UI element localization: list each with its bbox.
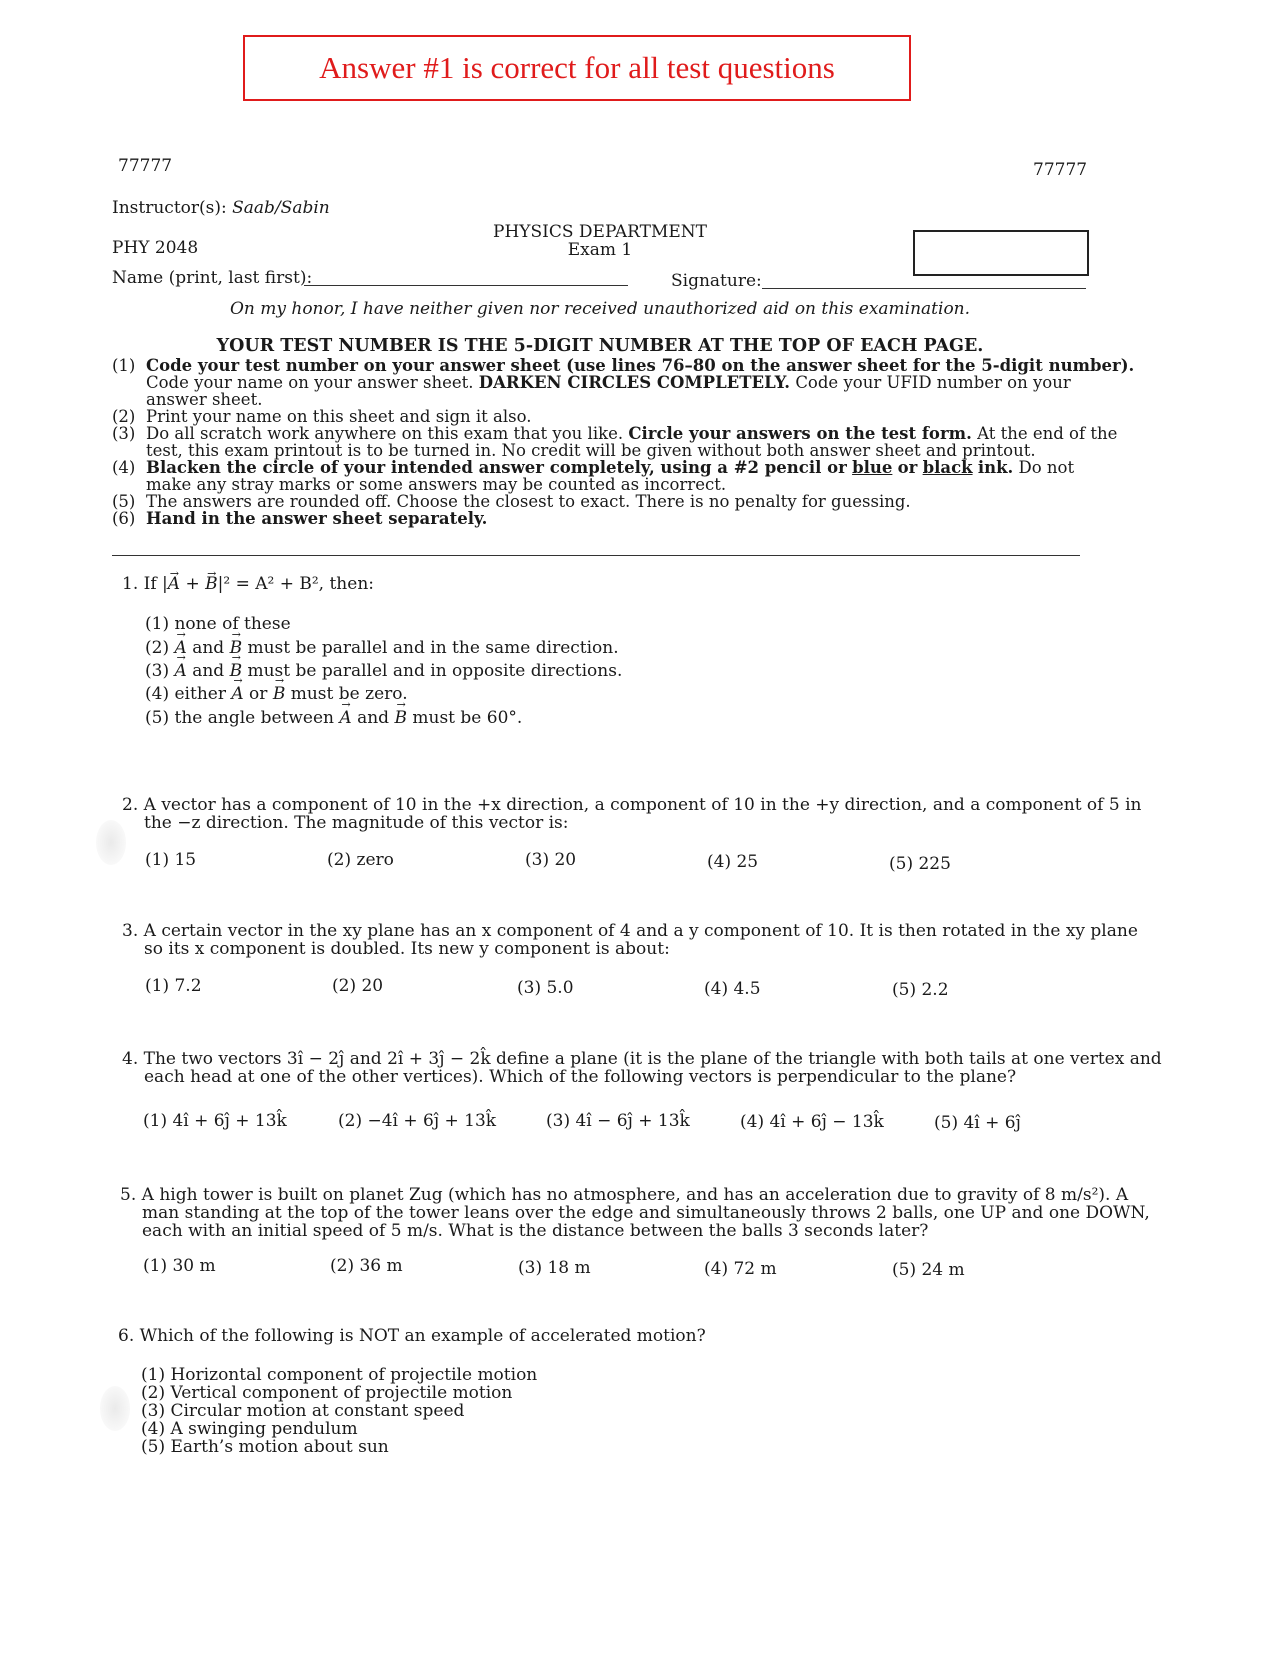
q3-option-3[interactable]: (3) 5.0 xyxy=(517,978,574,998)
answer-banner xyxy=(243,35,911,101)
q6-options xyxy=(141,1366,537,1456)
instructor-label: Instructor(s): xyxy=(112,198,227,218)
instruction-item-cont: test, this exam printout is to be turned in. No credit will be given without both answer sheet and printout. xyxy=(146,441,1036,460)
q5-option-5[interactable]: (5) 24 m xyxy=(892,1260,965,1280)
q1-option-3[interactable]: (3) → A and → B must be parallel and in opposite directions. xyxy=(145,661,622,681)
department-title: PHYSICS DEPARTMENT xyxy=(493,222,707,242)
q2-option-2[interactable]: (2) zero xyxy=(327,850,394,870)
instruction-item: (1) Code your test number on your answer sheet (use lines 76–80 on the answer sheet for the 5-digit number). xyxy=(112,356,1135,375)
q3-option-2[interactable]: (2) 20 xyxy=(332,976,384,996)
honor-statement: On my honor, I have neither given nor received unauthorized aid on this examination. xyxy=(229,299,971,319)
test-code-box[interactable] xyxy=(913,230,1089,276)
banner-text: Answer #1 is correct for all test questions xyxy=(319,50,835,85)
question-2: 2. A vector has a component of 10 in the +x direction, a component of 10 in the +y direction, and a component of 5 in the −z direction. The magnitude of this vector is: xyxy=(122,795,1142,833)
instructions-list xyxy=(112,357,1192,527)
q6-option-3[interactable]: (3) Circular motion at constant speed xyxy=(141,1401,465,1421)
instruction-item-cont: Code your name on your answer sheet. DARKEN CIRCLES COMPLETELY. Code your UFID number on your xyxy=(146,373,1071,392)
q5-option-3[interactable]: (3) 18 m xyxy=(518,1258,591,1278)
instruction-item-cont: make any stray marks or some answers may be counted as incorrect. xyxy=(146,475,727,494)
exam-title: Exam 1 xyxy=(567,240,633,260)
q5-option-4[interactable]: (4) 72 m xyxy=(704,1259,777,1279)
test-number-right: 77777 xyxy=(1033,160,1088,180)
q1-option-5[interactable]: (5) the angle between → A and → B must be 60°. xyxy=(145,708,522,728)
name-label: Name (print, last first): xyxy=(112,268,313,288)
course-code: PHY 2048 xyxy=(112,238,199,258)
q4-option-5[interactable]: (5) 4î + 6ĵ xyxy=(934,1113,1021,1133)
question-5: 5. A high tower is built on planet Zug (which has no atmosphere, and has an acceleration due to gravity of 8 m/s²). A man standing at the top of the tower leans over the edge and simultaneously throws 2 balls, one UP and one DOWN, each with an initial speed of 5 m/s. What is the distance between the balls 3 seconds later? xyxy=(120,1185,1150,1241)
q4-option-2[interactable]: (2) −4î + 6ĵ + 13k̂ xyxy=(338,1111,497,1131)
instructions-heading: YOUR TEST NUMBER IS THE 5-DIGIT NUMBER AT THE TOP OF EACH PAGE. xyxy=(216,336,984,356)
q2-option-3[interactable]: (3) 20 xyxy=(525,850,577,870)
instructor-names: Saab/Sabin xyxy=(232,198,330,218)
question-3: 3. A certain vector in the xy plane has an x component of 4 and a y component of 10. It is then rotated in the xy plane so its x component is doubled. Its new y component is about: xyxy=(122,921,1138,959)
q4-option-1[interactable]: (1) 4î + 6ĵ + 13k̂ xyxy=(143,1111,287,1131)
question-1: 1. If |→ A + → B|² = A² + B², then: xyxy=(122,575,374,593)
test-number-left: 77777 xyxy=(118,156,173,176)
q1-option-1[interactable]: (1) none of these xyxy=(145,614,291,634)
instruction-item-cont: answer sheet. xyxy=(146,390,263,409)
q6-option-4[interactable]: (4) A swinging pendulum xyxy=(141,1419,358,1439)
q6-option-1[interactable]: (1) Horizontal component of projectile motion xyxy=(141,1365,538,1385)
q4-option-4[interactable]: (4) 4î + 6ĵ − 13k̂ xyxy=(740,1112,884,1132)
scan-smudge xyxy=(100,1386,130,1431)
q4-option-3[interactable]: (3) 4î − 6ĵ + 13k̂ xyxy=(546,1111,690,1131)
q1-option-2[interactable]: (2) → A and → B must be parallel and in the same direction. xyxy=(145,638,619,658)
q6-option-5[interactable]: (5) Earth’s motion about sun xyxy=(141,1437,389,1457)
instruction-item: (3) Do all scratch work anywhere on this exam that you like. Circle your answers on the test form. At the end of the xyxy=(112,424,1118,443)
question-6: 6. Which of the following is NOT an example of accelerated motion? xyxy=(118,1326,706,1346)
instruction-item: (4) Blacken the circle of your intended answer completely, using a #2 pencil or blue or black ink. Do not xyxy=(112,458,1075,477)
q5-option-2[interactable]: (2) 36 m xyxy=(330,1256,403,1276)
q3-option-1[interactable]: (1) 7.2 xyxy=(145,976,202,996)
instruction-item: (2) Print your name on this sheet and sign it also. xyxy=(112,407,532,426)
q3-option-4[interactable]: (4) 4.5 xyxy=(704,979,761,999)
instruction-item: (5) The answers are rounded off. Choose the closest to exact. There is no penalty for guessing. xyxy=(112,492,911,511)
q5-option-1[interactable]: (1) 30 m xyxy=(143,1256,216,1276)
q3-option-5[interactable]: (5) 2.2 xyxy=(892,980,949,1000)
instruction-item: (6) Hand in the answer sheet separately. xyxy=(112,509,488,528)
q2-option-4[interactable]: (4) 25 xyxy=(707,852,759,872)
signature-field[interactable] xyxy=(762,288,1086,289)
name-field[interactable] xyxy=(304,285,628,286)
q6-option-2[interactable]: (2) Vertical component of projectile motion xyxy=(141,1383,513,1403)
signature-label: Signature: xyxy=(671,271,762,291)
section-divider xyxy=(112,555,1080,556)
q2-option-1[interactable]: (1) 15 xyxy=(145,850,197,870)
instructor-line xyxy=(112,199,330,218)
q1-option-4[interactable]: (4) either → A or → B must be zero. xyxy=(145,684,408,704)
q2-option-5[interactable]: (5) 225 xyxy=(889,854,951,874)
scan-smudge xyxy=(96,820,126,865)
question-4: 4. The two vectors 3î − 2ĵ and 2î + 3ĵ − 2k̂ define a plane (it is the plane of the triangle with both tails at one vertex and each head at one of the other vertices). Which of the following vectors is perpendicular to the plane? xyxy=(122,1049,1162,1087)
